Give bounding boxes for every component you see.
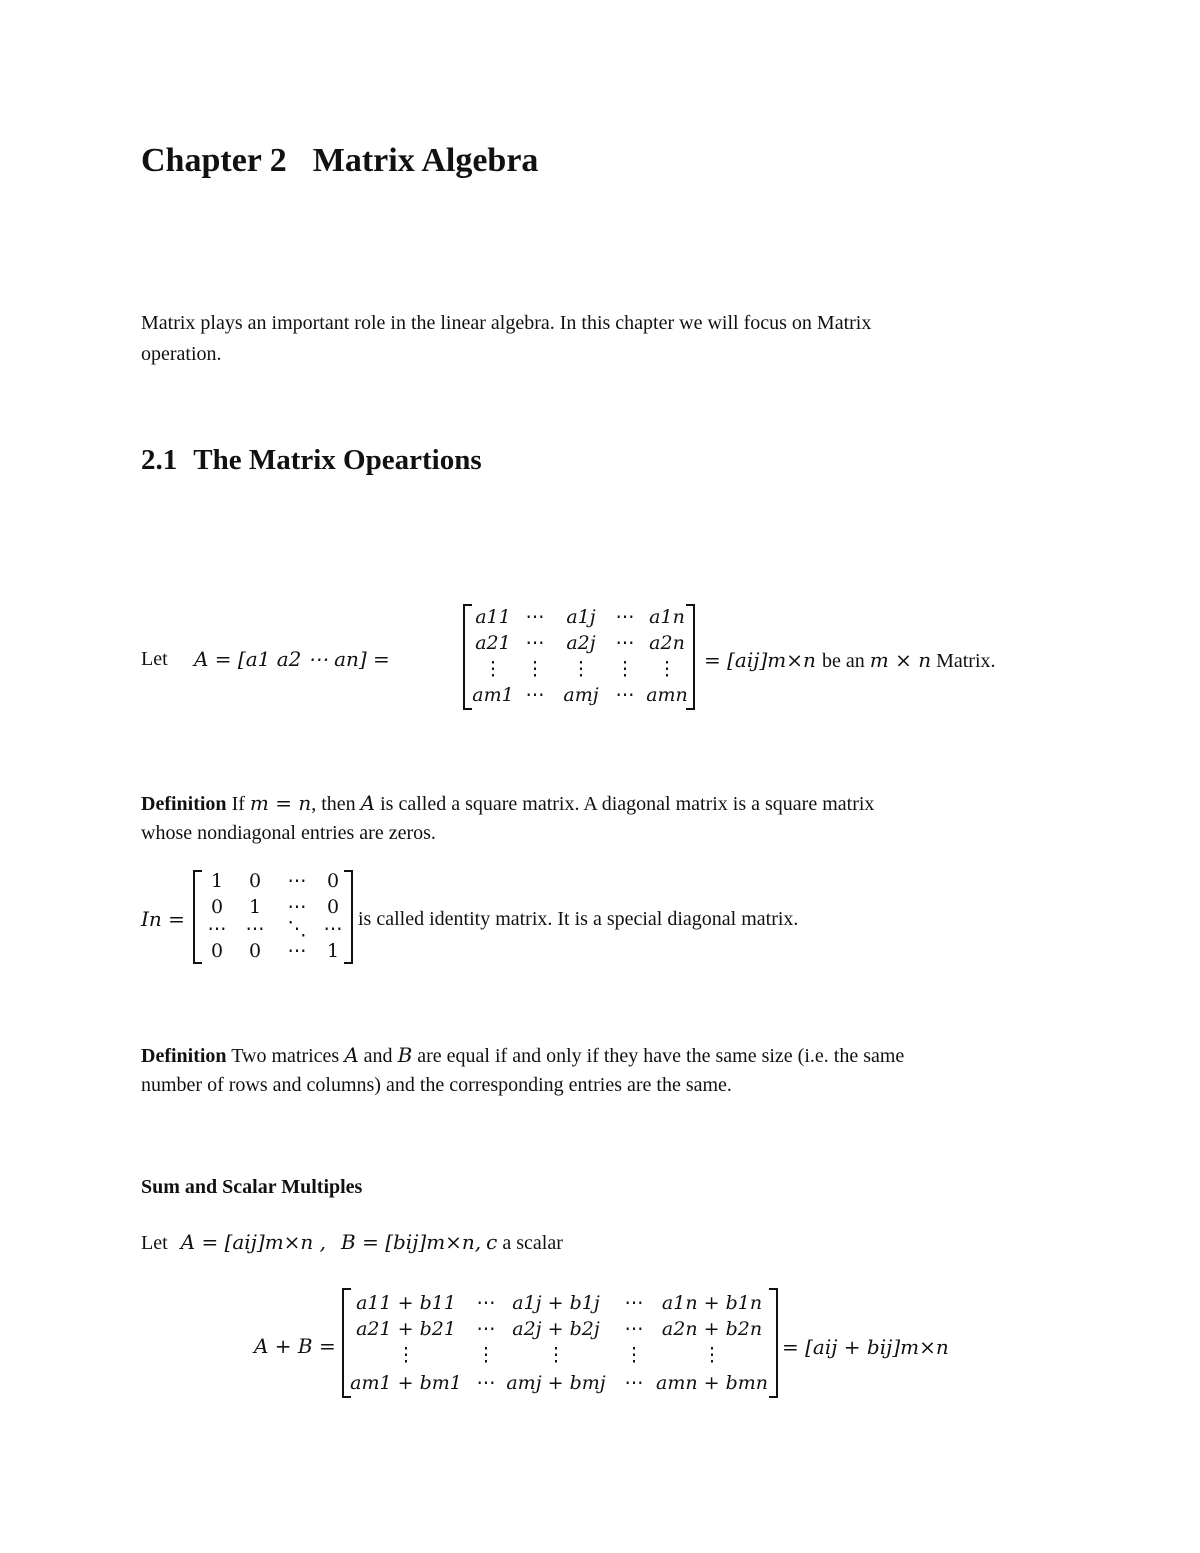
definition-1-text-b: , then [311,793,356,815]
chapter-title [141,142,538,180]
matrix-cell: ⋯ [615,632,635,654]
sum-let-line [141,1230,563,1255]
matrix-cell: ⋯ [287,896,307,918]
matrix-cell: 1 [326,940,340,962]
definition-1-condition: m = n [249,791,312,815]
sum-c-text: a scalar [502,1232,563,1254]
matrix-cell: 1 [248,896,262,918]
matrix-cell: amj [563,684,599,706]
let-tail-math: m × n [869,648,932,672]
sum-heading: Sum and Scalar Multiples [141,1176,363,1198]
matrix-cell: ⋯ [323,918,343,940]
matrix-cell: a11 + b11 [356,1292,456,1314]
matrix-cell: ⋮ [476,1344,496,1366]
section-name: The Matrix Opeartions [193,444,482,476]
matrix-cell: ⋮ [525,658,545,680]
definition-2-var-a: A [344,1043,359,1067]
sum-a-def: A = [aij]m×n , [180,1230,327,1254]
let-tail-pre: be an [822,650,865,672]
matrix-cell: a11 [475,606,511,628]
matrix-cell: ⋯ [476,1292,496,1314]
definition-1-line-2: whose nondiagonal entries are zeros. [141,822,436,844]
let-rhs: = [aij]m×n [704,648,816,672]
matrix-cell: amn + bmn [656,1372,768,1394]
matrix-cell: ⋮ [571,658,591,680]
sum-let: Let [141,1232,168,1254]
intro-line-2: operation. [141,343,222,365]
matrix-cell: ⋯ [287,940,307,962]
let-lhs-expression [194,647,390,671]
definition-1-text-a: If [231,793,245,815]
matrix-cell: ⋮ [483,658,503,680]
definition-2-var-b: B [397,1043,413,1067]
matrix-cell: ⋮ [546,1344,566,1366]
matrix-cell: ⋯ [476,1318,496,1340]
matrix-cell: 0 [210,940,224,962]
matrix-cell: a1n [649,606,685,628]
matrix-cell: 0 [248,870,262,892]
chapter-number: Chapter 2 [141,142,287,179]
section-title [141,444,482,477]
matrix-cell: 0 [248,940,262,962]
matrix-cell: amn [646,684,688,706]
sum-lhs: A + B = [254,1334,336,1358]
identity-lhs: In = [141,907,185,931]
matrix-cell: ⋯ [624,1318,644,1340]
matrix-cell: 0 [326,896,340,918]
matrix-cell: amj + bmj [506,1372,606,1394]
matrix-cell: ⋯ [207,918,227,940]
sum-matrix [342,1288,778,1398]
intro-line-1: Matrix plays an important role in the linear algebra. In this chapter we will focus on Matrix [141,312,872,334]
matrix-cell: ⋯ [624,1292,644,1314]
matrix-cell: a2j [566,632,596,654]
matrix-cell: a1j [566,606,596,628]
matrix-cell: ⋱ [287,918,307,940]
matrix-cell: ⋯ [245,918,265,940]
matrix-cell: am1 [472,684,514,706]
section-number: 2.1 [141,444,178,476]
matrix-cell: ⋮ [657,658,677,680]
matrix-cell: ⋯ [476,1372,496,1394]
definition-2-label: Definition [141,1045,227,1067]
let-label: Let [141,648,168,670]
matrix-cell: ⋯ [525,684,545,706]
identity-text: is called identity matrix. It is a special diagonal matrix. [358,908,799,930]
definition-2-text-b: and [363,1045,393,1067]
general-matrix [463,604,695,710]
let-tail-post: Matrix. [936,650,996,672]
matrix-cell: a1n + b1n [661,1292,763,1314]
matrix-cell: ⋯ [615,684,635,706]
matrix-cell: 0 [210,896,224,918]
matrix-cell: a21 [475,632,511,654]
matrix-cell: ⋮ [396,1344,416,1366]
definition-1-line-1 [141,791,874,816]
matrix-cell: am1 + bm1 [350,1372,462,1394]
let-tail [822,648,996,673]
sum-b-def: B = [bij]m×n, [341,1230,482,1254]
matrix-cell: 0 [326,870,340,892]
matrix-cell: 1 [210,870,224,892]
matrix-cell: a1j + b1j [512,1292,600,1314]
matrix-cell: ⋯ [624,1372,644,1394]
identity-matrix [193,870,353,964]
definition-1-text-c: is called a square matrix. A diagonal matrix is a square matrix [380,793,875,815]
definition-2-text-a: Two matrices [231,1045,340,1067]
matrix-cell: ⋮ [702,1344,722,1366]
matrix-cell: ⋮ [624,1344,644,1366]
matrix-cell: ⋯ [525,606,545,628]
sum-c-def: c [486,1230,498,1254]
matrix-cell: ⋯ [615,606,635,628]
definition-2-line-2: number of rows and columns) and the corresponding entries are the same. [141,1074,732,1096]
matrix-cell: ⋮ [615,658,635,680]
matrix-cell: a2n [649,632,685,654]
definition-1-label: Definition [141,793,227,815]
definition-2-line-1 [141,1043,904,1068]
definition-2-text-c: are equal if and only if they have the same size (i.e. the same [417,1045,905,1067]
matrix-cell: a2j + b2j [512,1318,600,1340]
let-lhs: A = [a1 a2 ⋯ an] = [194,647,390,671]
matrix-cell: ⋯ [525,632,545,654]
matrix-cell: ⋯ [287,870,307,892]
chapter-name: Matrix Algebra [312,142,539,179]
matrix-cell: a21 + b21 [356,1318,456,1340]
matrix-cell: a2n + b2n [661,1318,763,1340]
definition-1-var: A [360,791,376,815]
sum-rhs: = [aij + bij]m×n [782,1335,949,1359]
